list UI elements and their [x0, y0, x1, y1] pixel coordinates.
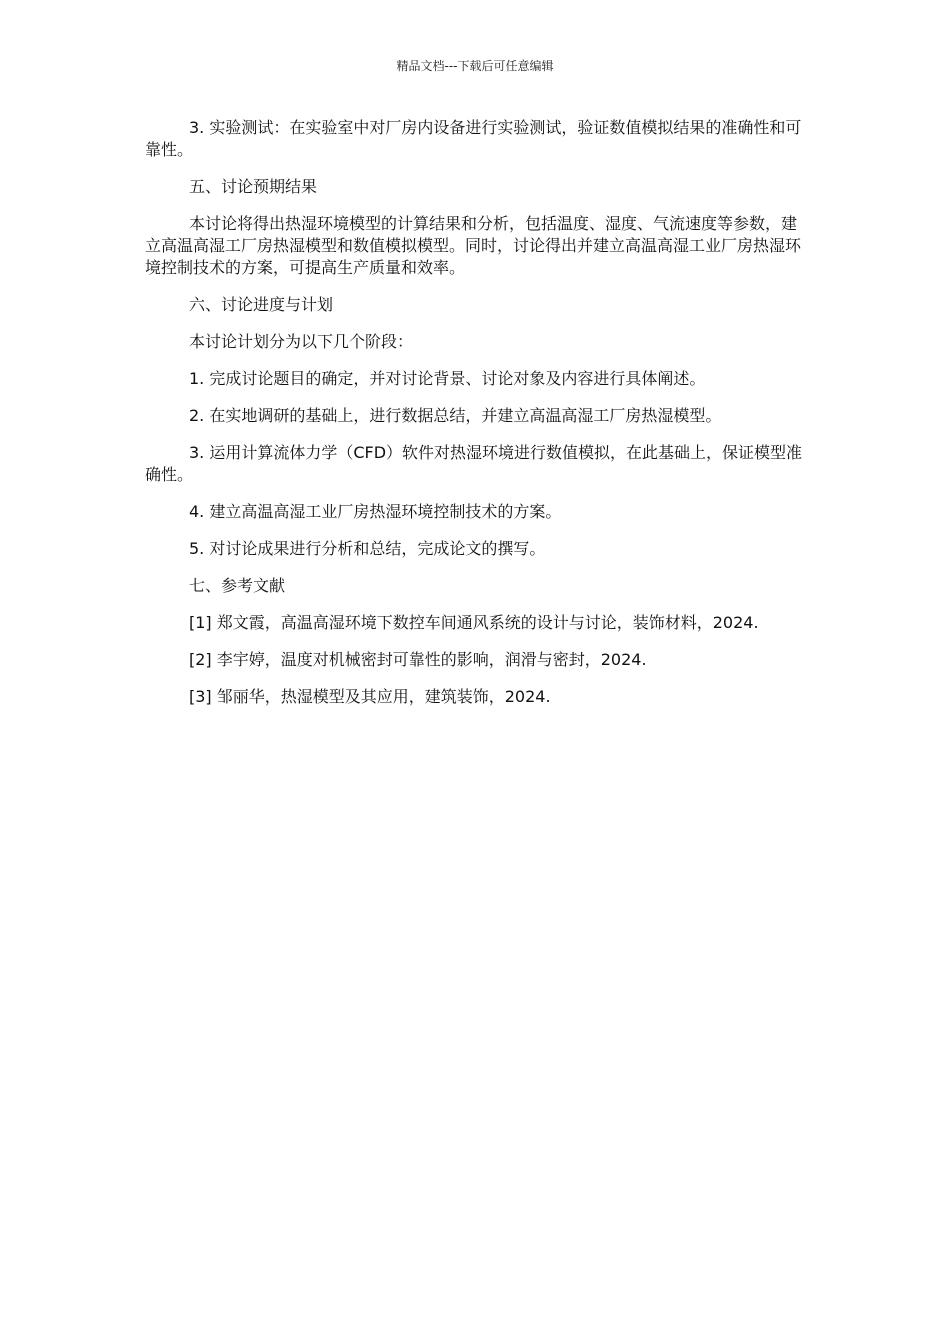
section-heading-schedule: 六、讨论进度与计划	[189, 295, 334, 314]
reference-item-2: [2] 李宇婷，温度对机械密封可靠性的影响，润滑与密封，2024.	[189, 650, 647, 669]
document-body	[145, 117, 805, 723]
page-header: 精品文档---下载后可任意编辑	[396, 59, 554, 73]
paragraph-experiment-test: 3. 实验测试：在实验室中对厂房内设备进行实验测试，验证数值模拟结果的准确性和可靠性。	[145, 118, 802, 159]
section-heading-expected-results: 五、讨论预期结果	[189, 177, 318, 196]
list-item-stage-5: 5. 对讨论成果进行分析和总结，完成论文的撰写。	[189, 539, 546, 558]
reference-item-3: [3] 邹丽华，热湿模型及其应用，建筑装饰，2024.	[189, 687, 551, 706]
section-heading-references: 七、参考文献	[189, 576, 286, 595]
reference-item-1: [1] 郑文霞，高温高湿环境下数控车间通风系统的设计与讨论，装饰材料，2024.	[189, 613, 759, 632]
list-item-stage-2: 2. 在实地调研的基础上，进行数据总结，并建立高温高湿工厂房热湿模型。	[189, 406, 722, 425]
list-item-stage-4: 4. 建立高温高湿工业厂房热湿环境控制技术的方案。	[189, 502, 562, 521]
list-item-stage-1: 1. 完成讨论题目的确定，并对讨论背景、讨论对象及内容进行具体阐述。	[189, 369, 706, 388]
list-item-stage-3: 3. 运用计算流体力学（CFD）软件对热湿环境进行数值模拟，在此基础上，保证模型准确性。	[145, 443, 803, 484]
paragraph-schedule-intro: 本讨论计划分为以下几个阶段：	[189, 332, 414, 351]
paragraph-expected-results: 本讨论将得出热湿环境模型的计算结果和分析，包括温度、湿度、气流速度等参数，建立高温高湿工厂房热湿模型和数值模拟模型。同时，讨论得出并建立高温高湿工业厂房热湿环境控制技术的方案，可提高生产质量和效率。	[145, 214, 802, 277]
